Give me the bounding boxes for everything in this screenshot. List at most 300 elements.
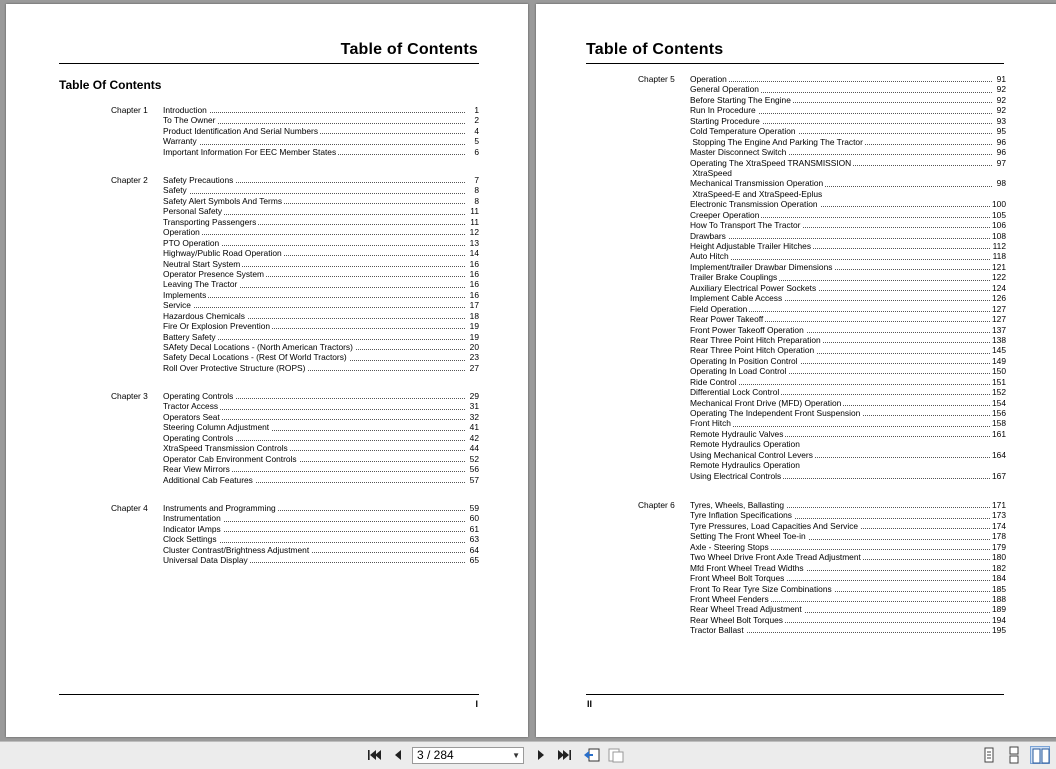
toc-entry[interactable] — [690, 439, 1006, 449]
toc-entry[interactable] — [690, 521, 1006, 531]
toc-entry-title: Operating In Load Control — [690, 366, 787, 377]
toc-entry-title: Safety Decal Locations - (Rest Of World Tractors) — [163, 352, 347, 363]
dot-leader — [690, 238, 992, 239]
toc-entry-title: How To Transport The Tractor — [690, 220, 801, 231]
toc-entry[interactable] — [163, 269, 479, 279]
toc-entry-title: Safety Precautions — [163, 175, 234, 185]
toc-entry-page: 182 — [992, 562, 1006, 573]
toc-entry-page: 178 — [992, 531, 1006, 542]
continuous-view-icon — [1004, 746, 1024, 764]
toc-entry-title: Roll Over Protective Structure (ROPS) — [163, 362, 306, 373]
toc-entry-title: Front Power Takeoff Operation — [690, 324, 804, 335]
previous-page-button[interactable] — [388, 746, 408, 764]
toc-entry-page: 98 — [996, 178, 1006, 189]
toc-entry-page: 171 — [992, 500, 1006, 510]
toc-entry[interactable] — [163, 217, 479, 227]
toc-entry[interactable] — [163, 115, 479, 125]
toc-entry[interactable] — [163, 422, 479, 432]
toc-entry-title: Operating In Position Control — [690, 355, 798, 366]
toc-entry[interactable] — [690, 408, 1006, 418]
toc-entry-page: 137 — [992, 324, 1006, 335]
toc-entry-title: Indicator lAmps — [163, 523, 221, 534]
toc-entry[interactable] — [163, 555, 479, 565]
toc-entry[interactable] — [163, 105, 479, 115]
toc-entry[interactable] — [690, 189, 1006, 199]
toc-entry-title: Remote Hydraulics Operation — [690, 439, 800, 450]
toc-entry[interactable] — [690, 116, 1006, 126]
toc-entry-page: 145 — [992, 345, 1006, 356]
toc-entry-title: Using Mechanical Control Levers — [690, 449, 813, 460]
toc-entry[interactable] — [690, 283, 1006, 293]
toc-entry[interactable] — [690, 552, 1006, 562]
go-back-button[interactable] — [582, 746, 602, 764]
page-number: II — [587, 699, 593, 709]
toc-entry[interactable] — [163, 196, 479, 206]
toc-entry-page: 179 — [992, 541, 1006, 552]
toc-entry-title: Operation — [163, 227, 200, 238]
toc-entry-title: Cluster Contrast/Brightness Adjustment — [163, 544, 310, 555]
dot-leader — [163, 307, 465, 308]
dot-leader — [690, 426, 992, 427]
toc-entry-page: 18 — [469, 310, 479, 321]
toc-entry-title: Battery Safety — [163, 331, 216, 342]
toc-entry[interactable] — [690, 251, 1006, 261]
toc-entry-title: Drawbars — [690, 230, 726, 241]
toc-entry-title: Rear Three Point Hitch Operation — [690, 345, 815, 356]
toc-entry-title: Transporting Passengers — [163, 216, 257, 227]
toc-entry[interactable] — [690, 293, 1006, 303]
toc-entry-page: 19 — [469, 321, 479, 332]
chevron-down-icon[interactable]: ▼ — [512, 751, 520, 760]
toc-entry[interactable] — [163, 238, 479, 248]
toc-entry-page: 96 — [996, 136, 1006, 147]
toc-entry-title: Auto Hitch — [690, 251, 729, 262]
toc-entry-page: 29 — [469, 391, 479, 401]
toc-entry-page: 108 — [992, 230, 1006, 241]
chapter-label: Chapter 4 — [111, 503, 148, 513]
toc-entry-title: Front To Rear Tyre Size Combinations — [690, 583, 832, 594]
toc-entry[interactable] — [690, 398, 1006, 408]
toc-entry[interactable] — [163, 206, 479, 216]
viewer-toolbar — [0, 741, 1056, 769]
toc-entry-title: Implement Cable Access — [690, 293, 783, 304]
toc-entry[interactable] — [690, 604, 1006, 614]
toc-entry[interactable] — [690, 500, 1006, 510]
toc-entry-page: 17 — [469, 300, 479, 311]
toc-entry-title: SAfety Decal Locations - (North American Tractors) — [163, 342, 353, 352]
toc-entry[interactable] — [690, 573, 1006, 583]
toc-entry-page: 194 — [992, 614, 1006, 625]
toc-entry[interactable] — [690, 178, 1006, 188]
toc-entry-title: Front Wheel Fenders — [690, 593, 769, 604]
toc-entry-title: Rear Wheel Bolt Torques — [690, 614, 783, 625]
toc-entry-title: PTO Operation — [163, 237, 220, 248]
toc-entry[interactable] — [163, 352, 479, 362]
toc-entry-title: Rear Three Point Hitch Preparation — [690, 334, 821, 345]
toc-entry-page: 92 — [996, 105, 1006, 116]
toc-entry[interactable] — [163, 513, 479, 523]
toc-entry-page: 23 — [469, 352, 479, 363]
go-forward-button[interactable] — [606, 746, 626, 764]
toc-entry-title: Highway/Public Road Operation — [163, 248, 282, 259]
toc-entry-page: 185 — [992, 583, 1006, 594]
toc-entry-title: Operation — [690, 74, 727, 84]
dot-leader — [163, 234, 465, 235]
toc-entry-page: 188 — [992, 593, 1006, 604]
toc-entry-title: Operators Seat — [163, 411, 220, 422]
toc-entry[interactable] — [163, 524, 479, 534]
header-divider — [586, 63, 1004, 64]
toc-entry[interactable] — [690, 335, 1006, 345]
footer-divider — [59, 694, 479, 695]
toc-entry[interactable] — [163, 503, 479, 513]
toc-entry[interactable] — [690, 210, 1006, 220]
toc-entry[interactable] — [690, 615, 1006, 625]
toc-entry[interactable] — [163, 401, 479, 411]
toc-entry[interactable] — [690, 231, 1006, 241]
toc-entry-page: 127 — [992, 303, 1006, 314]
toc-entry-title: Operating The XtraSpeed TRANSMISSION — [690, 157, 852, 168]
toc-entry[interactable] — [163, 475, 479, 485]
toc-entry-title: Mechanical Front Drive (MFD) Operation — [690, 397, 842, 408]
last-page-button[interactable] — [555, 746, 575, 764]
toc-entry-title: Master Disconnect Switch — [690, 147, 787, 158]
toc-entry-page: 63 — [469, 534, 479, 545]
facing-pages-view-icon — [1031, 747, 1051, 765]
toc-entry-page: 13 — [469, 237, 479, 248]
toc-entry-list — [690, 74, 1006, 481]
toc-entry-page: 105 — [992, 209, 1006, 220]
toc-entry-page: 189 — [992, 604, 1006, 615]
toc-entry[interactable] — [163, 126, 479, 136]
toc-entry[interactable] — [690, 272, 1006, 282]
toc-entry[interactable] — [690, 84, 1006, 94]
toc-entry[interactable] — [690, 147, 1006, 157]
dot-leader — [690, 259, 992, 260]
toc-entry[interactable] — [163, 175, 479, 185]
toc-entry[interactable] — [690, 95, 1006, 105]
dot-leader — [690, 81, 992, 82]
toc-entry-page: 19 — [469, 331, 479, 342]
go-back-icon — [582, 746, 602, 764]
toc-entry-title: Steering Column Adjustment — [163, 422, 270, 433]
toc-entry-page: 96 — [996, 147, 1006, 158]
toc-entry[interactable] — [690, 241, 1006, 251]
dot-leader — [163, 144, 465, 145]
toc-entry-title: Tractor Access — [163, 401, 219, 412]
toc-entry[interactable] — [163, 412, 479, 422]
toc-entry-page: 56 — [469, 464, 479, 475]
toc-entry-page: 8 — [474, 195, 479, 206]
toc-entry[interactable] — [690, 418, 1006, 428]
toc-entry-title: Two Wheel Drive Front Axle Tread Adjustment — [690, 552, 861, 563]
chapter-label: Chapter 1 — [111, 105, 148, 115]
toc-entry-page: 59 — [469, 503, 479, 513]
toc-entry-title: Warranty — [163, 136, 197, 147]
toc-entry-page: 167 — [992, 470, 1006, 481]
toc-entry[interactable] — [163, 248, 479, 258]
toc-entry-title: Differential Lock Control — [690, 387, 780, 398]
toc-entry[interactable] — [690, 356, 1006, 366]
toc-entry-title: Auxiliary Electrical Power Sockets — [690, 282, 817, 293]
toc-entry[interactable] — [163, 454, 479, 464]
toc-entry[interactable] — [690, 74, 1006, 84]
toc-entry[interactable] — [163, 185, 479, 195]
toc-entry-title: Product Identification And Serial Numbers — [163, 125, 319, 136]
toc-entry[interactable] — [163, 332, 479, 342]
toc-entry-page: 93 — [996, 115, 1006, 126]
toc-entry-title: Front Hitch — [690, 418, 731, 429]
toc-entry-title: XtraSpeed — [690, 167, 732, 178]
toc-entry-title: General Operation — [690, 84, 759, 95]
toc-entry[interactable] — [690, 563, 1006, 573]
toc-entry[interactable] — [690, 199, 1006, 209]
toc-entry-title: Starting Procedure — [690, 115, 760, 126]
toc-entry[interactable] — [163, 279, 479, 289]
toc-entry-page: 124 — [992, 282, 1006, 293]
toc-entry-page: 7 — [474, 175, 479, 185]
toc-entry-list — [163, 175, 479, 373]
toc-entry-page: 61 — [469, 523, 479, 534]
toc-entry-title: Setting The Front Wheel Toe-in — [690, 531, 806, 542]
toc-entry-page: 152 — [992, 387, 1006, 398]
toc-entry[interactable] — [690, 594, 1006, 604]
chapter-label: Chapter 6 — [638, 500, 675, 510]
toc-entry[interactable] — [690, 168, 1006, 178]
toc-entry[interactable] — [690, 158, 1006, 168]
toc-entry-title: To The Owner — [163, 115, 216, 126]
single-page-view-button[interactable] — [979, 746, 999, 764]
toc-entry[interactable] — [163, 136, 479, 146]
toc-entry-page: 27 — [469, 362, 479, 373]
dot-leader — [163, 297, 465, 298]
toc-entry[interactable] — [690, 387, 1006, 397]
toc-entry-page: 11 — [470, 206, 479, 217]
last-page-icon — [555, 746, 575, 764]
toc-entry-page: 11 — [470, 216, 479, 227]
toc-entry[interactable] — [163, 464, 479, 474]
toc-entry[interactable] — [690, 471, 1006, 481]
toc-entry-title: Rear View Mirrors — [163, 464, 230, 475]
toc-entry-title: Personal Safety — [163, 206, 223, 217]
page-number-field[interactable] — [412, 747, 524, 764]
toc-entry-page: 150 — [992, 366, 1006, 377]
toc-entry-title: Leaving The Tractor — [163, 279, 238, 290]
toc-entry-title: Ride Control — [690, 376, 737, 387]
toc-entry-title: Run In Procedure — [690, 105, 756, 116]
chapter-label: Chapter 2 — [111, 175, 148, 185]
next-page-icon — [531, 746, 551, 764]
toc-entry[interactable] — [163, 342, 479, 352]
toc-entry-page: 16 — [469, 289, 479, 300]
page-number: I — [475, 699, 478, 709]
toc-entry[interactable] — [690, 460, 1006, 470]
toc-entry-title: Mfd Front Wheel Tread Widths — [690, 562, 804, 573]
facing-pages-view-button[interactable] — [1030, 746, 1050, 764]
toc-entry-page: 184 — [992, 573, 1006, 584]
toc-entry[interactable] — [690, 314, 1006, 324]
toc-entry-page: 4 — [474, 125, 479, 136]
toc-entry[interactable] — [690, 325, 1006, 335]
toc-entry-title: XtraSpeed-E and XtraSpeed-Eplus — [690, 188, 823, 199]
toc-entry-title: Tyre Inflation Specifications — [690, 510, 792, 521]
toc-entry-page: 44 — [469, 443, 479, 454]
toc-entry-title: Operating Controls — [163, 391, 234, 401]
toc-entry[interactable] — [163, 300, 479, 310]
toc-entry-page: 31 — [469, 401, 479, 412]
toc-entry-page: 118 — [992, 251, 1006, 262]
toc-entry[interactable] — [163, 147, 479, 157]
toc-entry-title: Introduction — [163, 105, 207, 115]
toc-entry[interactable] — [690, 105, 1006, 115]
toc-entry-page: 12 — [469, 227, 479, 238]
toc-entry-page: 158 — [992, 418, 1006, 429]
toc-entry-page: 1 — [474, 105, 479, 115]
toc-entry[interactable] — [163, 290, 479, 300]
toc-entry-title: Implements — [163, 289, 207, 300]
first-page-icon — [364, 746, 384, 764]
toc-entry-page: 20 — [469, 342, 479, 352]
toc-entry[interactable] — [690, 625, 1006, 635]
toc-entry[interactable] — [690, 262, 1006, 272]
toc-entry-page: 122 — [992, 272, 1006, 283]
toc-entry[interactable] — [690, 137, 1006, 147]
toc-entry[interactable] — [163, 433, 479, 443]
toc-entry[interactable] — [163, 391, 479, 401]
toc-entry-title: Rear Power Takeoff — [690, 314, 764, 325]
toc-entry[interactable] — [163, 227, 479, 237]
toc-entry[interactable] — [163, 311, 479, 321]
toc-entry-page: 173 — [992, 510, 1006, 521]
toc-entry[interactable] — [163, 321, 479, 331]
toc-entry-title: Operating The Independent Front Suspension — [690, 408, 861, 418]
continuous-view-button[interactable] — [1004, 746, 1024, 764]
toc-entry-page: 52 — [469, 453, 479, 464]
page-header-title: Table of Contents — [586, 41, 724, 58]
left-page — [6, 4, 528, 737]
single-page-view-icon — [979, 746, 999, 764]
toc-entry-title: Clock Settings — [163, 534, 217, 545]
toc-entry[interactable] — [163, 534, 479, 544]
toc-entry[interactable] — [690, 542, 1006, 552]
toc-entry[interactable] — [690, 220, 1006, 230]
toc-entry[interactable] — [690, 126, 1006, 136]
toc-entry-page: 97 — [996, 157, 1006, 168]
toc-entry-page: 127 — [992, 314, 1006, 325]
toc-entry-page: 8 — [474, 185, 479, 196]
toc-entry-title: Remote Hydraulics Operation — [690, 460, 800, 471]
header-divider — [59, 63, 479, 64]
toc-entry-page: 16 — [469, 258, 479, 269]
toc-entry-title: Neutral Start System — [163, 258, 241, 269]
toc-entry-title: Operator Presence System — [163, 268, 265, 279]
toc-entry-page: 32 — [469, 411, 479, 422]
toc-entry[interactable] — [690, 450, 1006, 460]
first-page-button[interactable] — [364, 746, 384, 764]
toc-entry-title: Universal Data Display — [163, 555, 248, 566]
toc-entry-title: Important Information For EEC Member States — [163, 146, 337, 157]
toc-entry-page: 2 — [474, 115, 479, 126]
toc-entry-page: 42 — [469, 432, 479, 443]
toc-entry-list — [163, 391, 479, 485]
next-page-button[interactable] — [531, 746, 551, 764]
toc-entry-page: 60 — [469, 513, 479, 524]
toc-entry-title: Mechanical Transmission Operation — [690, 178, 824, 189]
toc-entry[interactable] — [163, 443, 479, 453]
toc-entry-page: 112 — [992, 241, 1006, 251]
toc-entry-title: Instrumentation — [163, 513, 221, 524]
toc-entry[interactable] — [690, 510, 1006, 520]
toc-entry-title: Trailer Brake Couplings — [690, 272, 778, 283]
toc-entry-title: Tractor Ballast — [690, 625, 744, 636]
toc-entry-page: 14 — [469, 248, 479, 259]
toc-entry-page: 106 — [992, 220, 1006, 231]
toc-entry-page: 92 — [996, 84, 1006, 95]
toc-entry[interactable] — [690, 366, 1006, 376]
go-forward-icon — [606, 746, 626, 764]
footer-divider — [586, 694, 1004, 695]
toc-entry-title: Electronic Transmission Operation — [690, 199, 818, 210]
toc-entry-title: Rear Wheel Tread Adjustment — [690, 604, 802, 615]
chapter-label: Chapter 5 — [638, 74, 675, 84]
toc-entry[interactable] — [690, 377, 1006, 387]
toc-heading: Table Of Contents — [59, 78, 162, 92]
toc-entry-title: Operator Cab Environment Controls — [163, 453, 297, 464]
toc-entry-page: 151 — [992, 376, 1006, 387]
toc-entry-page: 154 — [992, 397, 1006, 408]
toc-entry-title: Safety Alert Symbols And Terms — [163, 195, 283, 206]
toc-entry-page: 149 — [992, 355, 1006, 366]
toc-entry[interactable] — [163, 363, 479, 373]
toc-entry-list — [163, 105, 479, 157]
toc-entry-page: 6 — [474, 146, 479, 157]
toc-entry-page: 164 — [992, 449, 1006, 460]
toc-entry-list — [163, 503, 479, 566]
toc-entry-title: Creeper Operation — [690, 209, 760, 220]
toc-entry[interactable] — [690, 531, 1006, 541]
toc-entry-page: 64 — [469, 544, 479, 555]
right-page — [536, 4, 1056, 737]
toc-entry-page: 91 — [996, 74, 1006, 84]
toc-entry[interactable] — [690, 304, 1006, 314]
toc-entry-title: Front Wheel Bolt Torques — [690, 573, 785, 584]
toc-entry-title: Safety — [163, 185, 187, 196]
toc-entry[interactable] — [690, 584, 1006, 594]
toc-entry-title: Before Starting The Engine — [690, 94, 791, 105]
toc-entry-list — [690, 500, 1006, 636]
toc-entry[interactable] — [690, 345, 1006, 355]
toc-entry[interactable] — [163, 259, 479, 269]
toc-entry-title: Implement/trailer Drawbar Dimensions — [690, 261, 833, 272]
toc-entry[interactable] — [690, 429, 1006, 439]
toc-entry-page: 138 — [992, 334, 1006, 345]
toc-entry[interactable] — [163, 545, 479, 555]
toc-entry-page: 41 — [469, 422, 479, 433]
toc-entry-page: 156 — [992, 408, 1006, 418]
toc-entry-page: 174 — [992, 520, 1006, 531]
toc-entry-page: 16 — [469, 268, 479, 279]
toc-entry-title: Service — [163, 300, 191, 311]
toc-entry-page: 161 — [992, 428, 1006, 439]
page-header-title: Table of Contents — [340, 41, 478, 58]
toc-entry-title: XtraSpeed Transmission Controls — [163, 443, 288, 454]
toc-entry-page: 16 — [469, 279, 479, 290]
toc-entry-title: Hazardous Chemicals — [163, 310, 245, 321]
toc-entry-page: 5 — [474, 136, 479, 147]
toc-entry-page: 92 — [996, 94, 1006, 105]
toc-entry-page: 126 — [992, 293, 1006, 304]
toc-entry-page: 100 — [992, 199, 1006, 210]
